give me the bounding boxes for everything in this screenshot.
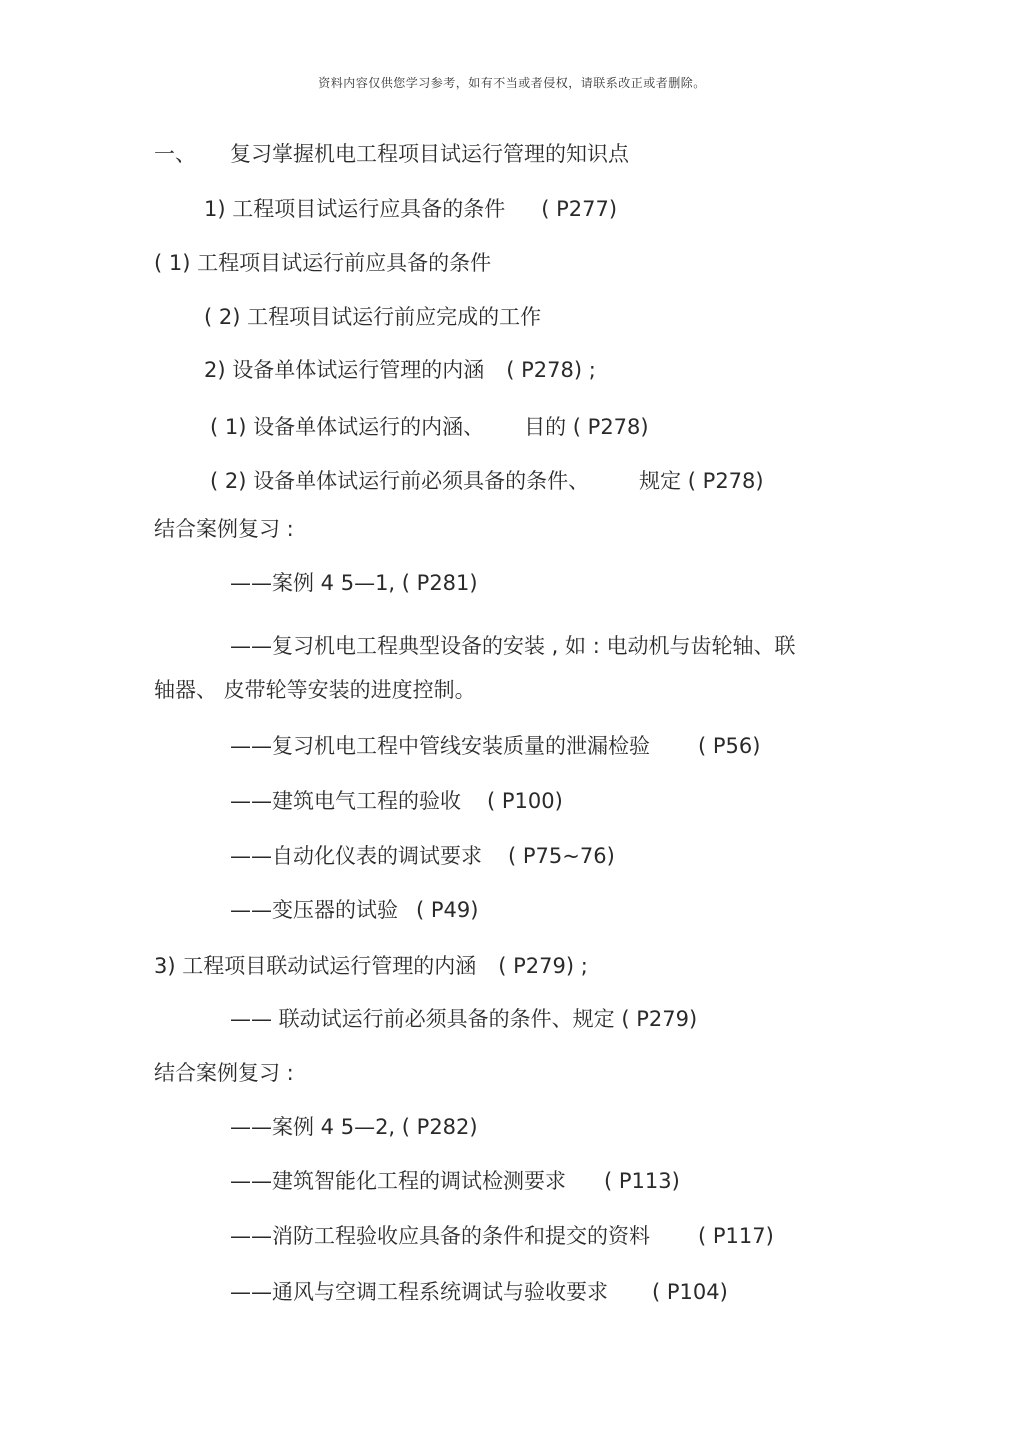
review-1-pipeline: [230, 732, 760, 760]
review-2-hvac-ref: ( P104): [652, 1280, 728, 1304]
review-1-pipeline-ref: ( P56): [698, 734, 761, 758]
section-title: 复习掌握机电工程项目试运行管理的知识点: [230, 142, 629, 166]
review-1-install-line-1: ——复习机电工程典型设备的安装 , 如 : 电动机与齿轮轴、联: [230, 634, 796, 658]
review-2-intelligent-ref: ( P113): [604, 1169, 680, 1193]
item-3-label: 3) 工程项目联动试运行管理的内涵: [154, 954, 477, 978]
item-2-ref: ( P278) ;: [506, 358, 596, 382]
item-1-sub-2: ( 2) 工程项目试运行前应完成的工作: [204, 305, 542, 329]
review-2-hvac: [230, 1278, 728, 1306]
item-1: [204, 195, 617, 223]
page-header-note: 资料内容仅供您学习参考，如有不当或者侵权，请联系改正或者删除。: [318, 76, 706, 90]
review-1-instrument: [230, 842, 615, 870]
review-heading-2: 结合案例复习 :: [154, 1061, 294, 1085]
review-2-case: ——案例 4 5—2, ( P282): [230, 1115, 478, 1139]
review-1-instrument-label: ——自动化仪表的调试要求: [230, 844, 482, 868]
item-2-sub-1-label: ( 1) 设备单体试运行的内涵、: [210, 415, 485, 439]
review-2-fire-label: ——消防工程验收应具备的条件和提交的资料: [230, 1224, 650, 1248]
item-3-ref: ( P279) ;: [498, 954, 588, 978]
item-2-sub-1: [210, 413, 649, 441]
section-heading: [154, 140, 629, 168]
review-2-fire-ref: ( P117): [698, 1224, 774, 1248]
item-2-sub-1-ref: 目的 ( P278): [524, 415, 649, 439]
item-2-sub-2-label: ( 2) 设备单体试运行前必须具备的条件、: [210, 469, 590, 493]
review-1-transformer: [230, 896, 478, 924]
item-1-ref: ( P277): [541, 197, 618, 221]
review-1-transformer-label: ——变压器的试验: [230, 898, 398, 922]
review-1-instrument-ref: ( P75~76): [508, 844, 615, 868]
review-1-electrical: [230, 787, 563, 815]
item-3: [154, 952, 588, 980]
review-1-install-line-2: 轴器、 皮带轮等安装的进度控制。: [154, 678, 476, 702]
review-1-electrical-label: ——建筑电气工程的验收: [230, 789, 461, 813]
item-1-sub-1: ( 1) 工程项目试运行前应具备的条件: [154, 251, 492, 275]
review-1-transformer-ref: ( P49): [416, 898, 479, 922]
review-2-fire: [230, 1222, 774, 1250]
review-2-hvac-label: ——通风与空调工程系统调试与验收要求: [230, 1280, 608, 1304]
review-1-electrical-ref: ( P100): [487, 789, 563, 813]
review-1-case: ——案例 4 5—1, ( P281): [230, 571, 478, 595]
review-1-pipeline-label: ——复习机电工程中管线安装质量的泄漏检验: [230, 734, 650, 758]
review-2-intelligent-label: ——建筑智能化工程的调试检测要求: [230, 1169, 566, 1193]
review-heading-1: 结合案例复习 :: [154, 517, 294, 541]
review-2-intelligent: [230, 1167, 680, 1195]
item-2-sub-2: [210, 467, 764, 495]
item-2: [204, 356, 596, 384]
section-number: 一、: [154, 142, 196, 166]
item-3-sub: —— 联动试运行前必须具备的条件、规定 ( P279): [230, 1007, 698, 1031]
item-2-label: 2) 设备单体试运行管理的内涵: [204, 358, 485, 382]
item-1-label: 1) 工程项目试运行应具备的条件: [204, 197, 506, 221]
item-2-sub-2-ref: 规定 ( P278): [639, 469, 764, 493]
